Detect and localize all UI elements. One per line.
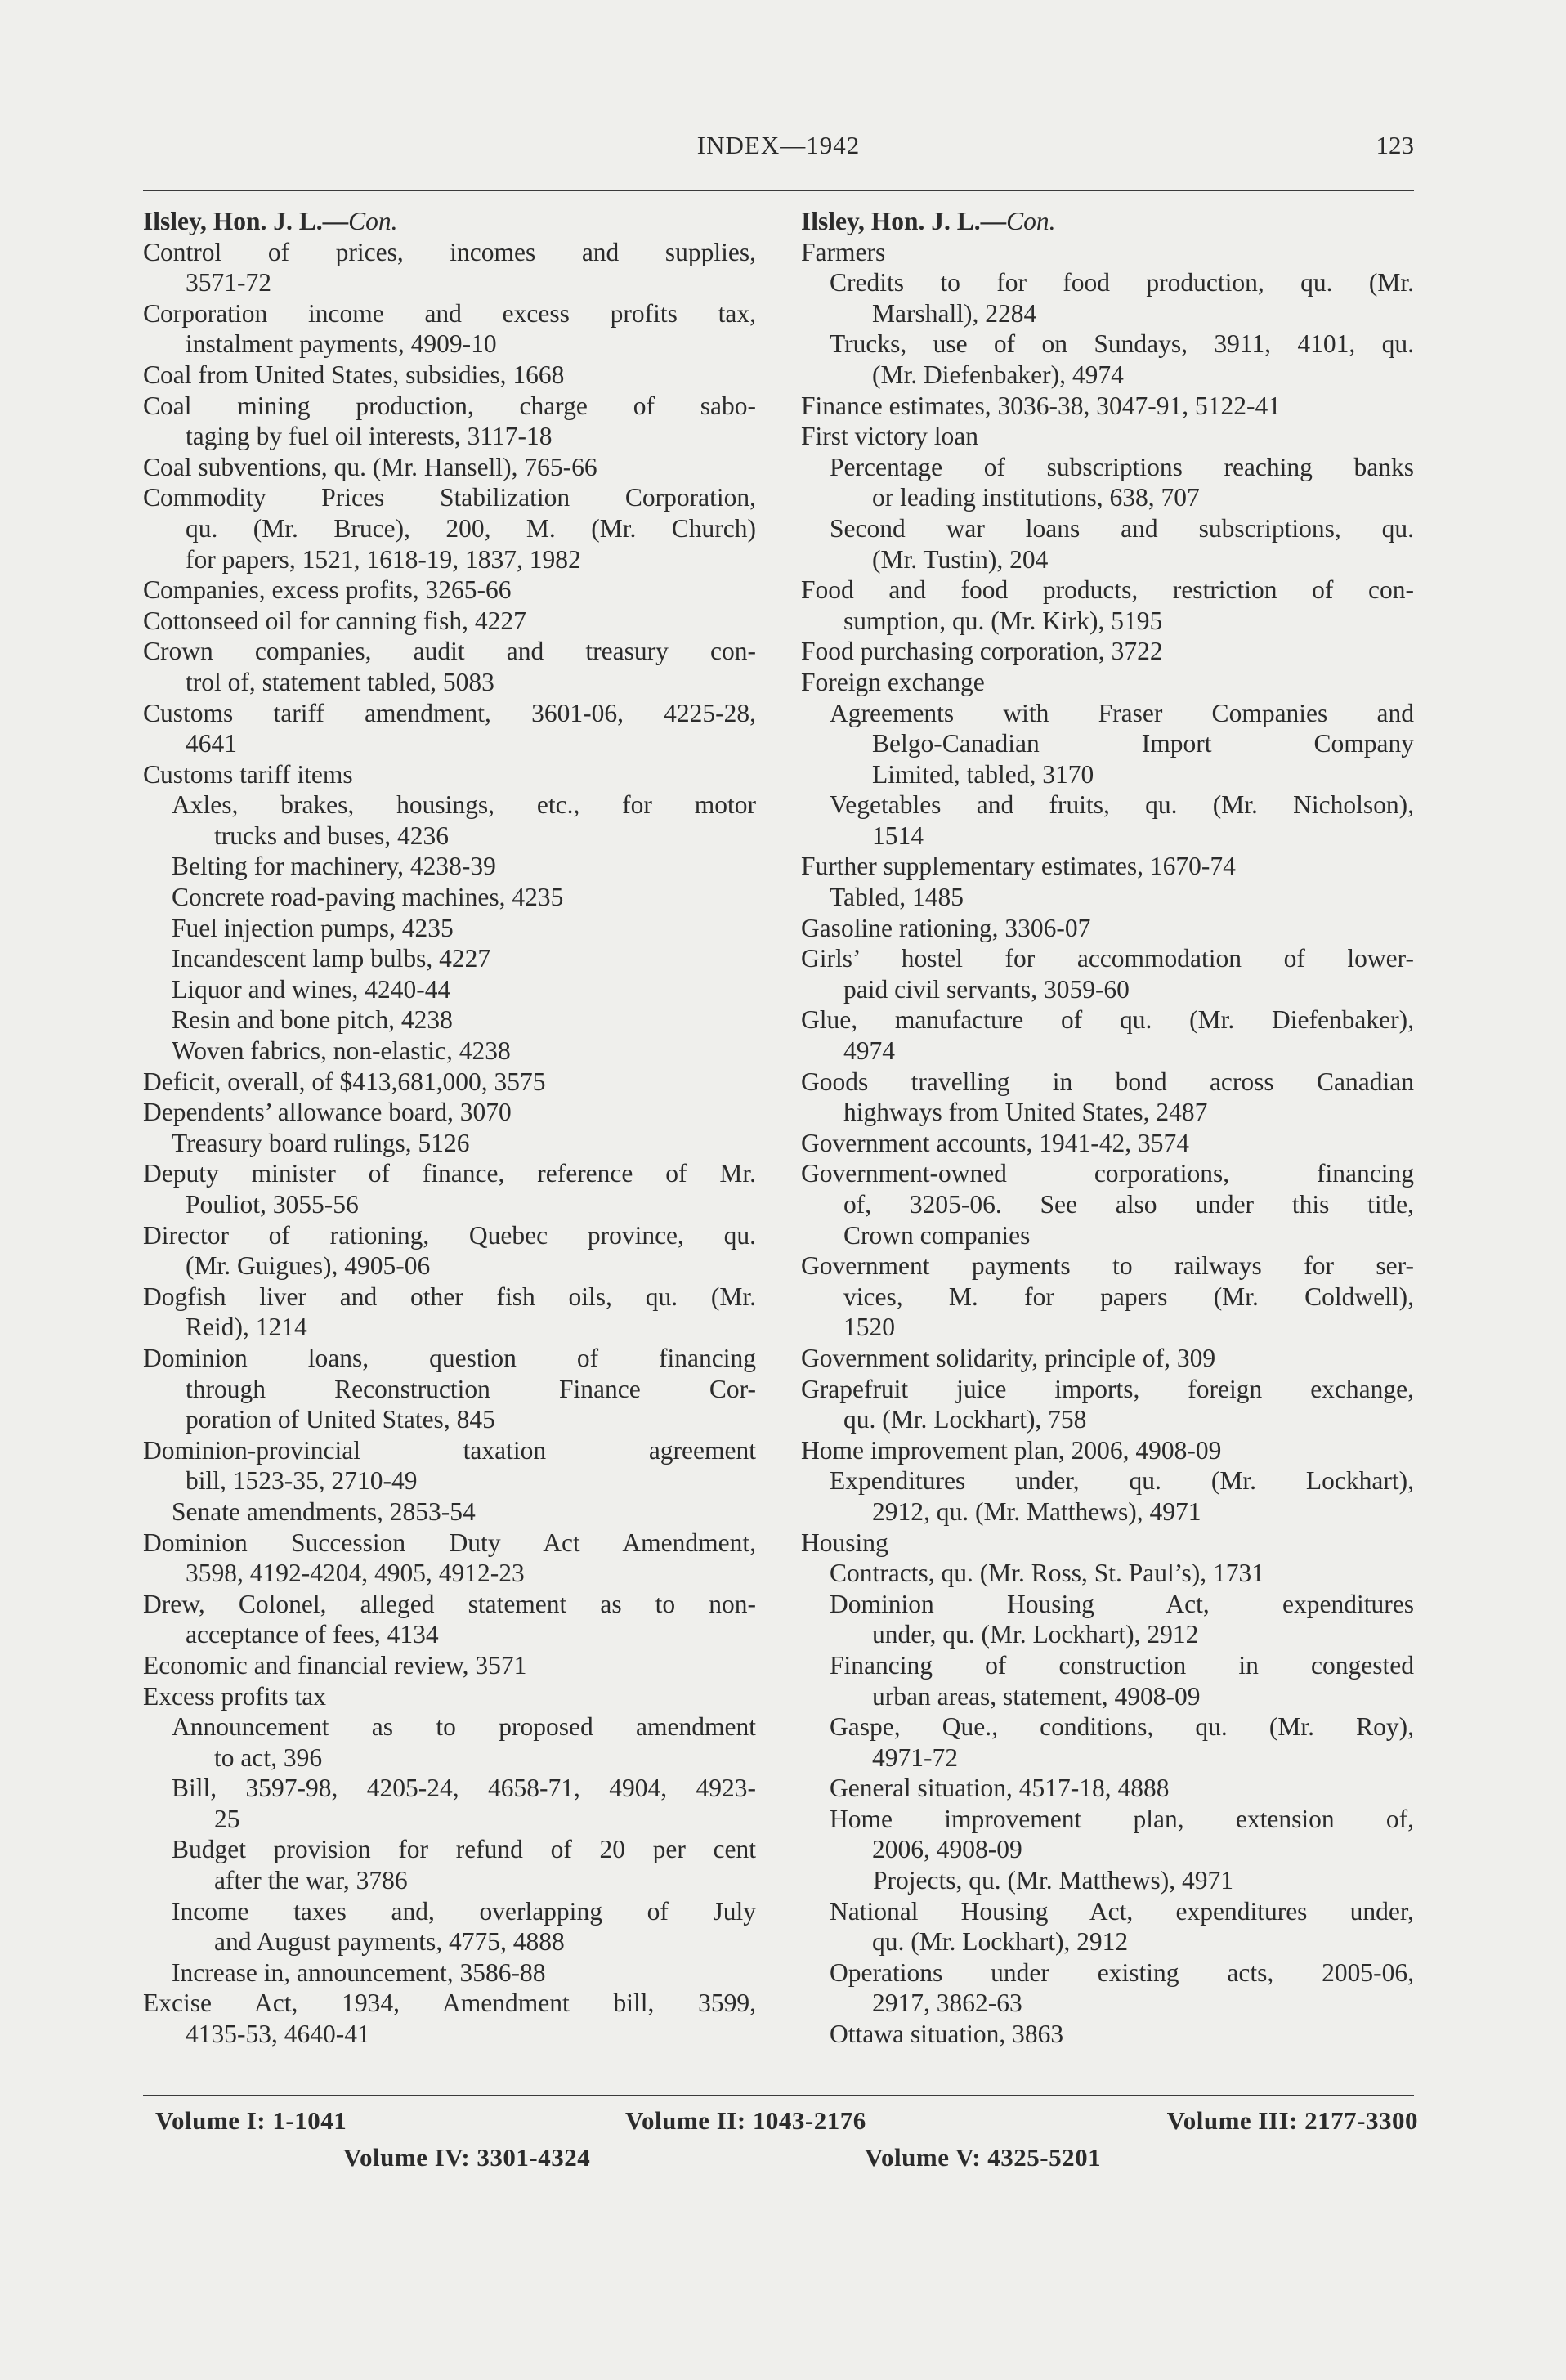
index-entry <box>801 421 1414 452</box>
index-entry <box>143 606 756 637</box>
index-entry-line: Customs tariff amendment, 3601-06, 4225-28, <box>143 698 756 727</box>
index-entry-line: Reid), 1214 <box>186 1313 307 1342</box>
index-entry-line: Government-owned corporations, financing <box>801 1159 1414 1188</box>
index-entry-line: Projects, qu. (Mr. Matthews), 4971 <box>873 1866 1233 1895</box>
index-entry <box>801 636 1414 667</box>
index-entry-line: 1520 <box>843 1313 895 1342</box>
index-entry-line: Announcement as to proposed amendment <box>172 1712 756 1742</box>
volume-range: Volume II: 1043-2176 <box>625 2106 866 2135</box>
index-entry-line: Foreign exchange <box>801 667 985 696</box>
index-entry-line: through Reconstruction Finance Cor- <box>186 1374 756 1403</box>
index-entry-line: Resin and bone pitch, 4238 <box>172 1005 453 1035</box>
index-entry-line: Second war loans and subscriptions, qu. <box>830 513 1414 543</box>
index-entry <box>801 882 1414 913</box>
index-entry-line: (Mr. Guigues), 4905-06 <box>186 1251 431 1281</box>
volume-range: Volume V: 4325-5201 <box>865 2143 1102 2172</box>
index-entry <box>801 913 1414 944</box>
index-entry <box>143 1282 756 1343</box>
index-entry-line: 3598, 4192-4204, 4905, 4912-23 <box>186 1559 525 1588</box>
index-entry <box>143 1834 756 1895</box>
index-entry-line: Coal from United States, subsidies, 1668 <box>143 360 565 389</box>
index-entry <box>801 1067 1414 1128</box>
index-entry <box>143 1896 756 1957</box>
index-entry <box>801 1558 1414 1589</box>
volume-range: Volume I: 1-1041 <box>155 2106 347 2135</box>
index-entry <box>143 575 756 606</box>
index-entry <box>143 1681 756 1712</box>
index-entry-line: acceptance of fees, 4134 <box>186 1620 439 1649</box>
index-entry-line: Bill, 3597-98, 4205-24, 4658-71, 4904, 4923- <box>172 1774 756 1803</box>
index-entry-line: General situation, 4517-18, 4888 <box>830 1774 1170 1803</box>
index-entry-line: under, qu. (Mr. Lockhart), 2912 <box>872 1620 1199 1649</box>
index-entry <box>801 391 1414 422</box>
index-entry-line: Excise Act, 1934, Amendment bill, 3599, <box>143 1989 756 2018</box>
index-entry-line: Further supplementary estimates, 1670-74 <box>801 852 1236 881</box>
index-entry <box>801 1865 1414 1896</box>
index-entry-line: Operations under existing acts, 2005-06, <box>830 1957 1414 1987</box>
index-entry-line: (Mr. Diefenbaker), 4974 <box>872 360 1124 389</box>
index-entry-line: Vegetables and fruits, qu. (Mr. Nicholson), <box>830 790 1414 820</box>
index-entry-line: Coal mining production, charge of sabo- <box>143 391 756 420</box>
index-entry-line: Companies, excess profits, 3265-66 <box>143 575 512 605</box>
index-entry-line: Fuel injection pumps, 4235 <box>172 913 454 942</box>
index-entry-line: Pouliot, 3055-56 <box>186 1190 359 1219</box>
index-entry <box>801 452 1414 513</box>
index-entry <box>801 790 1414 851</box>
volume-range: Volume IV: 3301-4324 <box>343 2143 591 2172</box>
index-entry-line: Control of prices, incomes and supplies, <box>143 237 756 266</box>
index-entry <box>143 1711 756 1773</box>
index-entry-line: instalment payments, 4909-10 <box>186 329 497 359</box>
index-entry-line: (Mr. Tustin), 204 <box>872 544 1049 574</box>
index-entry-line: Tabled, 1485 <box>830 883 964 912</box>
index-entry-line: Customs tariff items <box>143 759 353 789</box>
index-entry-line: Axles, brakes, housings, etc., for motor <box>172 790 756 820</box>
index-entry-line: Belting for machinery, 4238-39 <box>172 852 496 881</box>
index-entry <box>801 1528 1414 1559</box>
index-entry-line: Gaspe, Que., conditions, qu. (Mr. Roy), <box>830 1712 1414 1742</box>
index-entry-line: 4971-72 <box>872 1742 958 1772</box>
right-column <box>801 206 1414 2050</box>
index-entry-line: taging by fuel oil interests, 3117-18 <box>186 422 553 451</box>
index-entry-line: vices, M. for papers (Mr. Coldwell), <box>843 1282 1414 1311</box>
index-entry-line: Incandescent lamp bulbs, 4227 <box>172 944 491 973</box>
index-entry <box>143 698 756 759</box>
index-entry-line: 1514 <box>872 821 924 850</box>
index-entry-line: Dominion-provincial taxation agreement <box>143 1435 756 1465</box>
index-entry-line: 2917, 3862-63 <box>872 1989 1022 2018</box>
index-entry <box>801 1804 1414 1865</box>
index-entry-line: Percentage of subscriptions reaching banks <box>830 452 1414 481</box>
index-entry-line: bill, 1523-35, 2710-49 <box>186 1466 418 1496</box>
page-header <box>143 131 1414 173</box>
index-entry-line: Woven fabrics, non-elastic, 4238 <box>172 1036 511 1066</box>
index-entry <box>143 1528 756 1589</box>
index-entry-line: Director of rationing, Quebec province, qu. <box>143 1220 756 1250</box>
index-entry <box>801 1589 1414 1650</box>
index-entry <box>143 913 756 944</box>
index-entry-line: 4135-53, 4640-41 <box>186 2020 370 2049</box>
index-entry <box>143 1650 756 1681</box>
index-entry-line: Dominion Housing Act, expenditures <box>830 1589 1414 1618</box>
index-entry-line: Credits to for food production, qu. (Mr. <box>830 268 1414 298</box>
index-entry <box>143 790 756 851</box>
index-entry <box>143 759 756 790</box>
index-entry-line: Farmers <box>801 237 886 266</box>
index-entry-line: qu. (Mr. Lockhart), 2912 <box>872 1927 1129 1957</box>
index-entry-line: Crown companies <box>843 1220 1031 1250</box>
index-entry <box>801 513 1414 575</box>
index-entry-line: 25 <box>214 1804 240 1833</box>
index-entry-line: 3571-72 <box>186 268 271 298</box>
index-entry <box>143 974 756 1005</box>
index-entry-line: Coal subventions, qu. (Mr. Hansell), 765-66 <box>143 452 597 481</box>
index-entry-line: Marshall), 2284 <box>872 298 1037 328</box>
index-entry <box>801 1250 1414 1343</box>
index-entry <box>801 329 1414 390</box>
index-entry <box>143 1036 756 1067</box>
index-entry <box>801 1435 1414 1466</box>
index-entry <box>801 2019 1414 2050</box>
index-entry-line: highways from United States, 2487 <box>843 1098 1208 1127</box>
index-entry-line: Dominion Succession Duty Act Amendment, <box>143 1528 756 1557</box>
index-entry <box>801 1773 1414 1804</box>
index-entry-line: Goods travelling in bond across Canadian <box>801 1067 1414 1096</box>
footer-rule <box>143 2095 1414 2096</box>
index-entry <box>801 1465 1414 1527</box>
index-entry <box>143 452 756 483</box>
index-entry-line: Home improvement plan, 2006, 4908-09 <box>801 1435 1222 1465</box>
index-entry <box>143 1067 756 1098</box>
index-entry-line: Finance estimates, 3036-38, 3047-91, 5122-41 <box>801 391 1282 420</box>
index-entry-line: Expenditures under, qu. (Mr. Lockhart), <box>830 1466 1414 1496</box>
index-entry-line: 4974 <box>843 1036 895 1066</box>
index-entry <box>801 1957 1414 2019</box>
index-entry-line: trucks and buses, 4236 <box>214 821 449 850</box>
index-entry <box>143 1589 756 1650</box>
column-heading: Ilsley, Hon. J. L.—Con. <box>801 207 1056 235</box>
index-entry <box>143 482 756 575</box>
index-entry-line: First victory loan <box>801 422 978 451</box>
index-entry-line: sumption, qu. (Mr. Kirk), 5195 <box>843 606 1163 635</box>
index-entry-line: Girls’ hostel for accommodation of lower- <box>801 944 1414 973</box>
index-entry-line: after the war, 3786 <box>214 1866 408 1895</box>
index-entry-line: and August payments, 4775, 4888 <box>214 1927 565 1957</box>
index-entry <box>143 882 756 913</box>
index-entry <box>801 698 1414 790</box>
index-entry-line: Concrete road-paving machines, 4235 <box>172 883 564 912</box>
index-entry <box>801 1158 1414 1250</box>
index-entry <box>801 1711 1414 1773</box>
index-entry <box>143 1158 756 1219</box>
index-entry-line: Senate amendments, 2853-54 <box>172 1496 476 1526</box>
index-entry <box>143 1343 756 1435</box>
index-entry-line: Cottonseed oil for canning fish, 4227 <box>143 606 526 635</box>
index-entry <box>143 360 756 391</box>
left-column <box>143 206 756 2050</box>
index-entry-line: 2912, qu. (Mr. Matthews), 4971 <box>872 1496 1201 1526</box>
index-entry-line: Dogfish liver and other fish oils, qu. (Mr. <box>143 1282 756 1311</box>
index-entry-line: Income taxes and, overlapping of July <box>172 1896 756 1926</box>
index-entry-line: poration of United States, 845 <box>186 1405 495 1434</box>
index-entry-line: Glue, manufacture of qu. (Mr. Diefenbaker), <box>801 1005 1414 1035</box>
index-entry-line: Government payments to railways for ser- <box>801 1251 1414 1281</box>
index-entry-line: Corporation income and excess profits tax, <box>143 298 756 328</box>
index-entry-line: Treasury board rulings, 5126 <box>172 1128 470 1157</box>
index-entry <box>801 237 1414 268</box>
index-entry-line: Budget provision for refund of 20 per cent <box>172 1835 756 1864</box>
index-entry <box>143 1496 756 1528</box>
page-title: INDEX—1942 <box>696 131 861 159</box>
index-entry-line: Financing of construction in congested <box>830 1650 1414 1680</box>
index-entry-line: paid civil servants, 3059-60 <box>843 974 1130 1004</box>
index-entry-line: Grapefruit juice imports, foreign exchange, <box>801 1374 1414 1403</box>
index-entry-line: Gasoline rationing, 3306-07 <box>801 913 1091 942</box>
index-entry-line: Dominion loans, question of financing <box>143 1343 756 1372</box>
index-entry <box>143 391 756 452</box>
index-entry <box>143 237 756 298</box>
index-entry <box>143 1435 756 1496</box>
index-entry <box>143 1220 756 1282</box>
index-entry <box>801 667 1414 698</box>
index-entry <box>143 1957 756 1989</box>
index-entry-line: or leading institutions, 638, 707 <box>872 483 1200 512</box>
index-entry <box>801 1343 1414 1374</box>
index-entry-line: Deficit, overall, of $413,681,000, 3575 <box>143 1067 546 1096</box>
index-entry <box>143 1128 756 1159</box>
index-entry-line: Contracts, qu. (Mr. Ross, St. Paul’s), 1731 <box>830 1559 1265 1588</box>
volume-range: Volume III: 2177-3300 <box>1166 2106 1418 2135</box>
index-entry-line: of, 3205-06. See also under this title, <box>843 1190 1414 1219</box>
index-entry-line: to act, 396 <box>214 1742 323 1772</box>
volume-footer-row-2 <box>155 2143 1418 2176</box>
index-entry <box>143 1988 756 2049</box>
index-entry-line: Drew, Colonel, alleged statement as to non- <box>143 1589 756 1618</box>
index-entry-line: Dependents’ allowance board, 3070 <box>143 1098 512 1127</box>
index-entry-line: urban areas, statement, 4908-09 <box>872 1681 1201 1711</box>
index-entry-line: Liquor and wines, 4240-44 <box>172 974 451 1004</box>
index-entry-line: qu. (Mr. Bruce), 200, M. (Mr. Church) <box>186 513 756 543</box>
index-entry-line: Excess profits tax <box>143 1681 326 1711</box>
index-entry-line: National Housing Act, expenditures under, <box>830 1896 1414 1926</box>
index-entry <box>801 575 1414 636</box>
index-entry-line: trol of, statement tabled, 5083 <box>186 667 494 696</box>
volume-footer-row-1 <box>155 2106 1418 2139</box>
index-entry-line: Ottawa situation, 3863 <box>830 2020 1064 2049</box>
index-entry-line: Government accounts, 1941-42, 3574 <box>801 1128 1190 1157</box>
index-entry <box>143 1004 756 1036</box>
index-entry <box>143 1773 756 1834</box>
index-entry <box>143 1097 756 1128</box>
index-entry <box>801 851 1414 882</box>
index-entry-line: Increase in, announcement, 3586-88 <box>172 1957 546 1987</box>
index-entry <box>801 943 1414 1004</box>
index-entry-line: 2006, 4908-09 <box>872 1835 1022 1864</box>
index-entry-line: for papers, 1521, 1618-19, 1837, 1982 <box>186 544 581 574</box>
index-entry-line: 4641 <box>186 729 237 758</box>
index-entry-line: Trucks, use of on Sundays, 3911, 4101, qu. <box>830 329 1414 359</box>
index-entry-line: Home improvement plan, extension of, <box>830 1804 1414 1833</box>
index-entry-line: Agreements with Fraser Companies and <box>830 698 1414 727</box>
index-entry-line: Housing <box>801 1528 888 1557</box>
index-entry <box>801 1004 1414 1066</box>
column-heading: Ilsley, Hon. J. L.—Con. <box>143 207 398 235</box>
index-entry-line: Food and food products, restriction of con- <box>801 575 1414 605</box>
index-entry <box>143 636 756 697</box>
header-rule <box>143 190 1414 191</box>
index-entry-line: Deputy minister of finance, reference of Mr. <box>143 1159 756 1188</box>
index-entry <box>143 851 756 882</box>
index-entry-line: Belgo-Canadian Import Company <box>872 729 1414 758</box>
index-entry <box>801 1896 1414 1957</box>
index-entry-line: qu. (Mr. Lockhart), 758 <box>843 1405 1087 1434</box>
index-entry-line: Limited, tabled, 3170 <box>872 759 1094 789</box>
index-entry-line: Commodity Prices Stabilization Corporation, <box>143 483 756 512</box>
index-entry-line: Economic and financial review, 3571 <box>143 1650 527 1680</box>
index-entry <box>801 1650 1414 1711</box>
index-entry <box>801 267 1414 329</box>
index-entry-line: Crown companies, audit and treasury con- <box>143 637 756 666</box>
index-entry <box>143 298 756 360</box>
index-entry-line: Food purchasing corporation, 3722 <box>801 637 1163 666</box>
index-entry <box>143 943 756 974</box>
index-entry <box>801 1128 1414 1159</box>
page-number: 123 <box>1376 131 1414 159</box>
index-entry-line: Government solidarity, principle of, 309 <box>801 1343 1216 1372</box>
index-entry <box>801 1374 1414 1435</box>
